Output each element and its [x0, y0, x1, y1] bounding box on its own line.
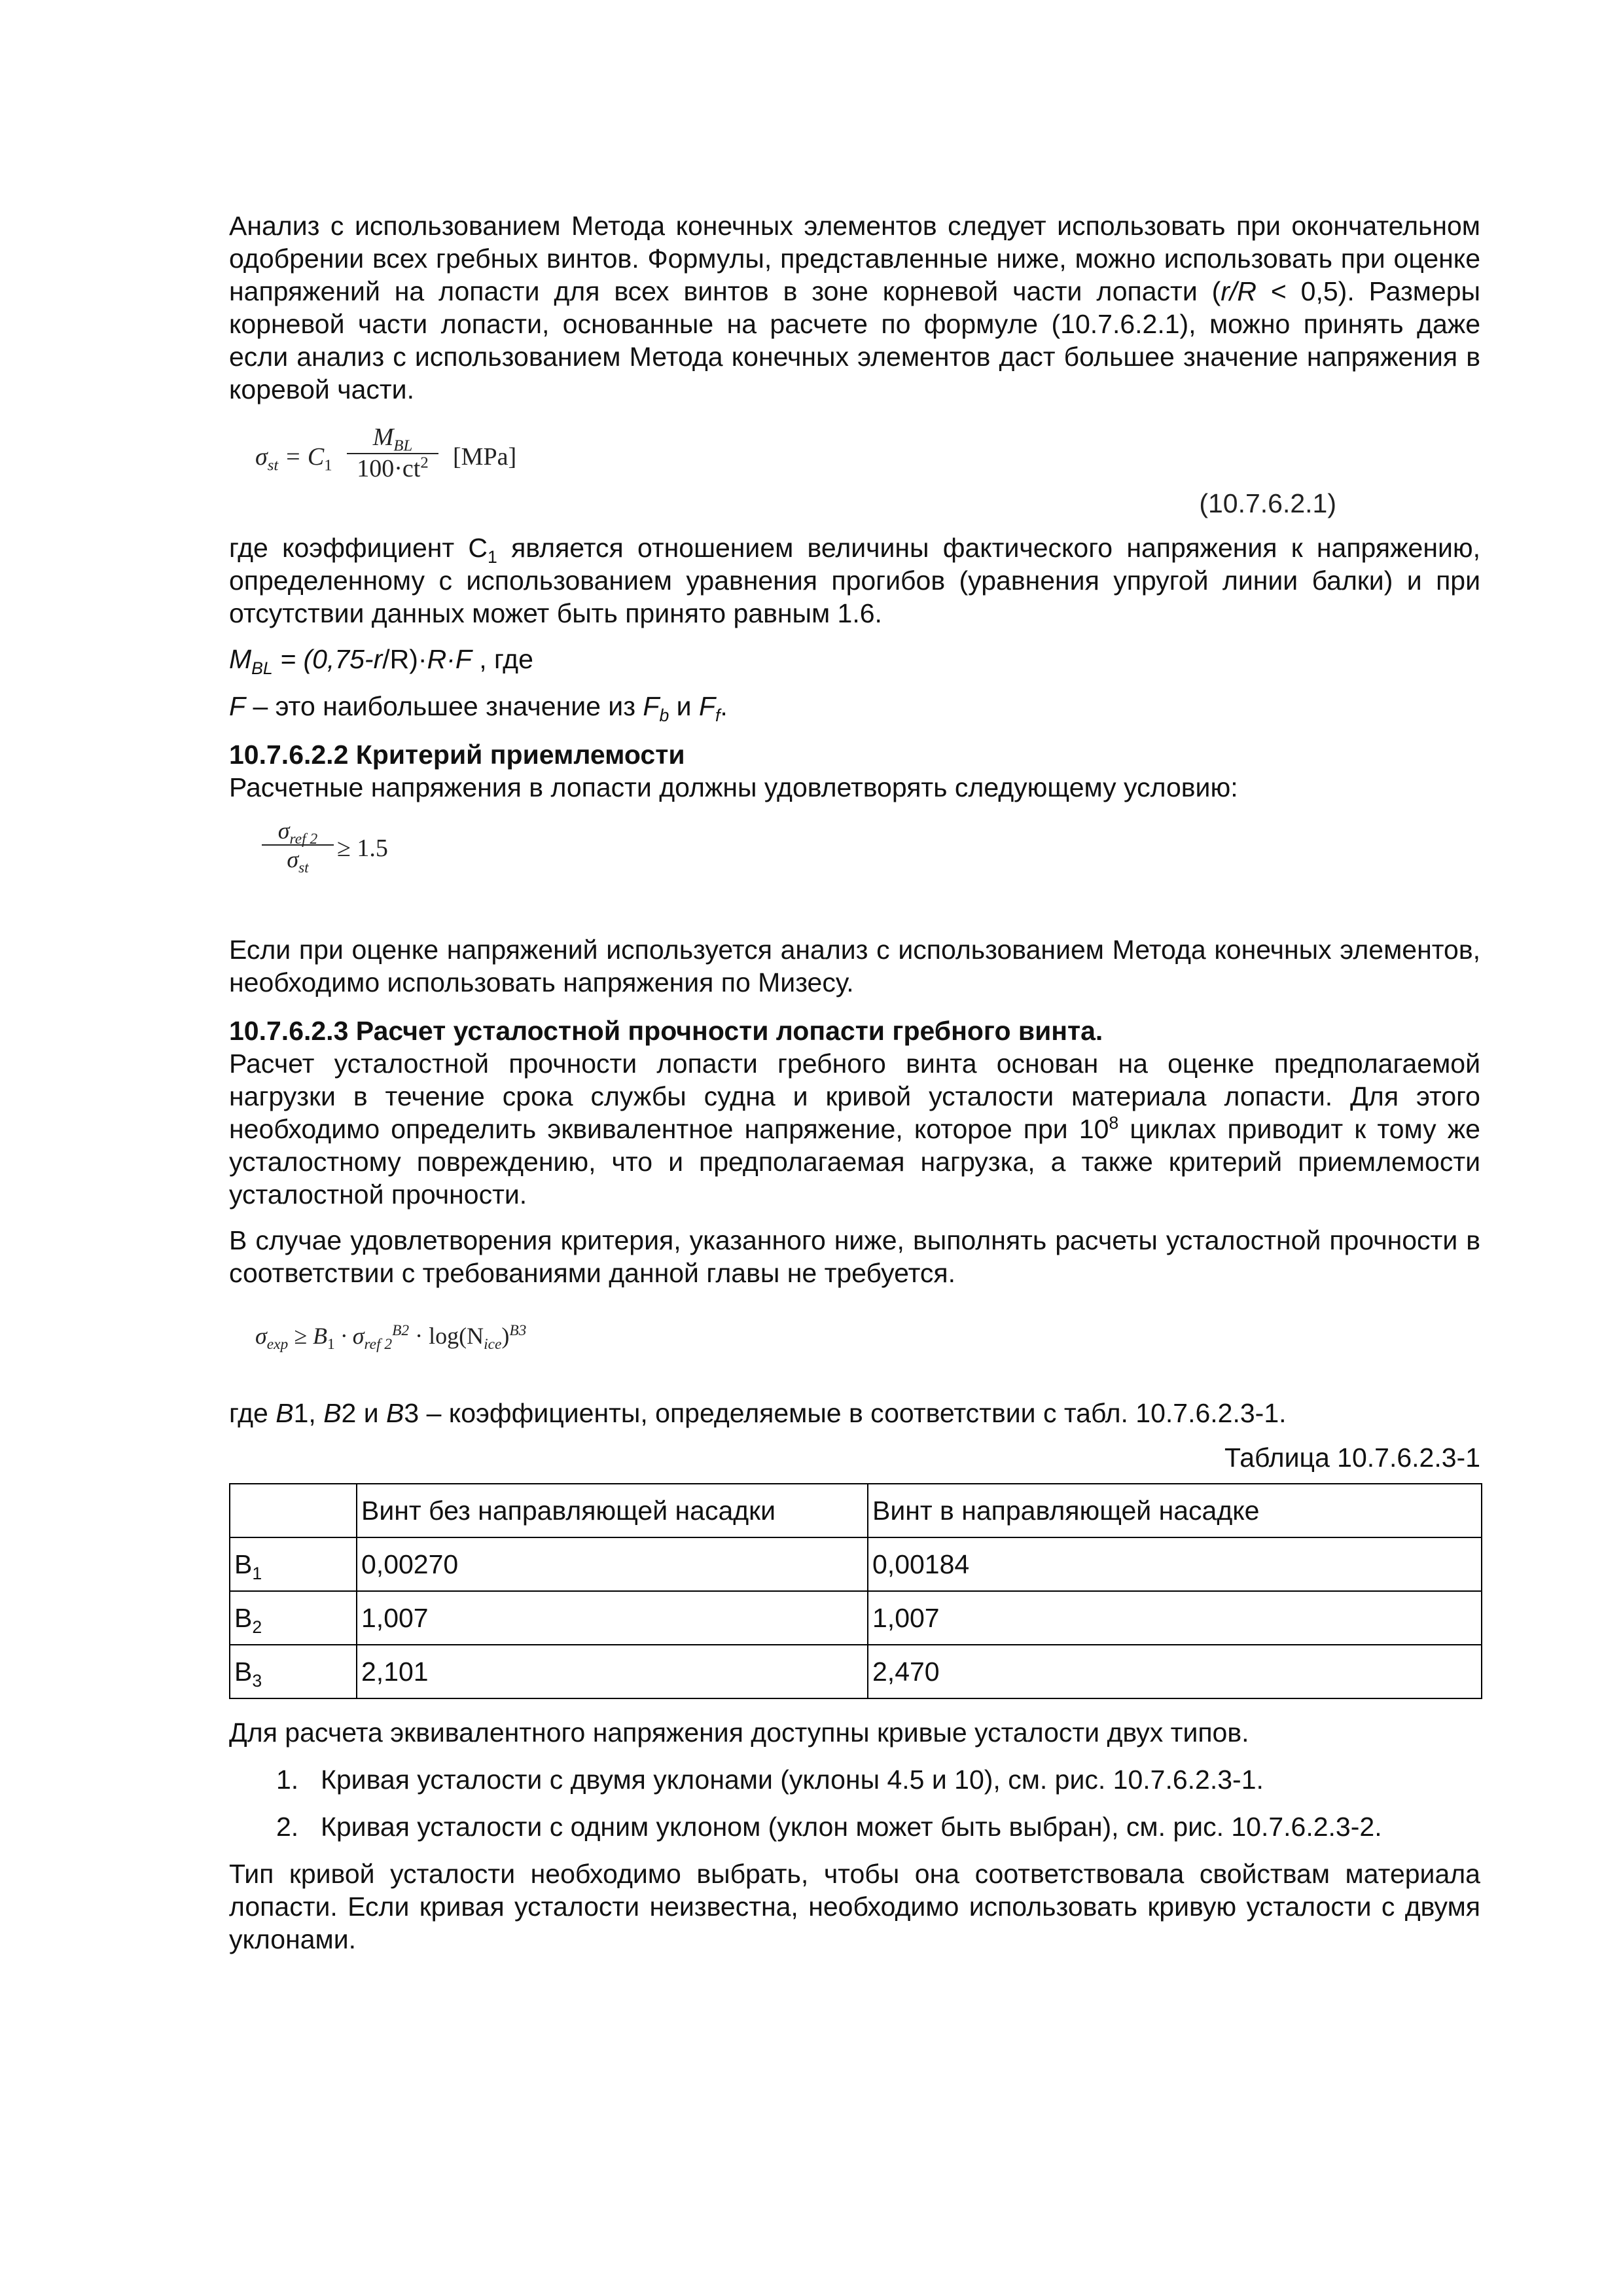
mbl-definition	[229, 643, 1480, 679]
curve-choice-paragraph: Тип кривой усталости необходимо выбрать, чтобы она соответствовала свойствам материала лопасти. Если кривая усталости неизвестна, необходимо использовать кривую усталости с двумя уклонами.	[229, 1859, 1480, 1954]
formula1-num: M	[372, 423, 394, 451]
fc-mid: ≥ B	[288, 1323, 327, 1349]
section-heading-10-7-6-2-3: 10.7.6.2.3 Расчет усталостной прочности лопасти гребного винта.	[229, 1016, 1103, 1046]
formula1-den-sup: 2	[420, 454, 429, 472]
where-b2: B	[323, 1398, 342, 1428]
table-row	[230, 1645, 1482, 1698]
fc-ice: ice	[484, 1336, 502, 1354]
row-label: B	[234, 1602, 253, 1633]
fatigue-criterion-formula	[229, 1309, 1480, 1374]
where-1: 1,	[293, 1398, 324, 1428]
f-var: F	[229, 691, 246, 721]
acc-rhs: ≥ 1.5	[337, 834, 388, 862]
section-heading-10-7-6-2-2: 10.7.6.2.2 Критерий приемлемости	[229, 740, 685, 770]
table-header-cell: Винт в направляющей насадке	[868, 1484, 1482, 1537]
mbl-tail: , где	[471, 644, 533, 674]
fc-b3: B3	[509, 1322, 527, 1339]
table-cell: 1,007	[357, 1591, 868, 1645]
formula1-numerator	[347, 423, 438, 454]
fc-close: )	[501, 1323, 510, 1349]
formula1-number: (10.7.6.2.1)	[1199, 488, 1336, 518]
table-row-label	[230, 1645, 357, 1698]
formula1-denominator	[347, 454, 438, 483]
where-b3: B	[386, 1398, 404, 1428]
f-mid: – это наибольшее значение из	[245, 691, 643, 721]
table-row-label	[230, 1591, 357, 1645]
table-caption: Таблица 10.7.6.2.3-1	[1224, 1443, 1480, 1473]
acc-den: σ	[287, 846, 299, 872]
fc-dot: · σ	[334, 1323, 365, 1349]
intro-text-2: < 0,5). Размеры корневой части лопасти, основанные на расчете по формуле (10.7.6.2.1), можно принять даже если анализ с использованием Метода конечных элементов даст большее значение напряжения в коревой части.	[229, 276, 1481, 404]
row-label-sub: 3	[252, 1670, 262, 1691]
mbl-rf: R·F	[427, 644, 472, 674]
acc-num: σ	[277, 817, 290, 844]
acc-num-sub: ref 2	[289, 831, 318, 848]
list-item-text: Кривая усталости с двумя уклонами (уклоны 4.5 и 10), см. рис. 10.7.6.2.3-1.	[321, 1765, 1264, 1795]
formula1-eq: = C	[278, 443, 325, 471]
table-header-cell: Винт без направляющей насадки	[357, 1484, 868, 1537]
intro-rR: r/R	[1221, 276, 1257, 306]
table-row	[230, 1537, 1482, 1591]
table-cell: 2,101	[357, 1645, 868, 1698]
table-header-cell	[230, 1484, 357, 1537]
table-header-row	[230, 1484, 1482, 1537]
acceptance-denominator	[262, 846, 334, 877]
p2-sub: 1	[488, 547, 497, 567]
formula1-unit: [MPa]	[453, 443, 517, 471]
where-b1: B	[276, 1398, 294, 1428]
table-cell: 0,00270	[357, 1537, 868, 1591]
fatigue-paragraph	[229, 1047, 1480, 1211]
where-2: 2 и	[341, 1398, 387, 1428]
fc-ref: ref 2	[364, 1336, 393, 1354]
criterion-paragraph: В случае удовлетворения критерия, указанного ниже, выполнять расчеты усталостной прочности в соответствии с требованиями данной главы не требуется.	[229, 1225, 1480, 1288]
table-cell: 2,470	[868, 1645, 1482, 1698]
intro-text-1: Анализ с использованием Метода конечных элементов следует использовать при окончательном одобрении всех гребных винтов. Формулы, представленные ниже, можно использовать при оценке напряжений на лопасти для всех винтов в зоне корневой части лопасти (	[229, 211, 1480, 306]
coefficient-c1-paragraph	[229, 531, 1480, 630]
mises-paragraph: Если при оценке напряжений используется анализ с использованием Метода конечных элементов, необходимо использовать напряжения по Мизесу.	[229, 935, 1480, 997]
formula1-num-sub: BL	[393, 437, 413, 455]
mbl-sub: BL	[251, 658, 273, 679]
list-item-text: Кривая усталости с одним уклоном (уклон может быть выбран), см. рис. 10.7.6.2.3-2.	[321, 1812, 1382, 1842]
row-label-sub: 2	[252, 1617, 262, 1637]
fc-b2: B2	[392, 1322, 410, 1339]
table-cell: 0,00184	[868, 1537, 1482, 1591]
f-dot: .	[720, 691, 728, 721]
row-label: B	[234, 1656, 253, 1687]
acceptance-text: Расчетные напряжения в лопасти должны удовлетворять следующему условию:	[229, 772, 1238, 802]
fb-var: F	[643, 691, 660, 721]
row-label: B	[234, 1549, 253, 1579]
f-definition	[229, 690, 1480, 726]
list-item-number: 1.	[276, 1765, 299, 1795]
list-item-number: 2.	[276, 1812, 299, 1842]
intro-paragraph	[229, 209, 1480, 406]
ff-sub: f	[715, 706, 721, 726]
fatigue-text-b: циклах приводит к тому же усталостному повреждению, что и предполагаемая нагрузка, а также критерий приемлемости усталостной прочности.	[229, 1114, 1480, 1210]
p2-text: где коэффициент C	[229, 533, 488, 563]
f-and: и	[669, 691, 699, 721]
fc-log: · log(N	[409, 1323, 484, 1349]
fc-sigma: σ	[255, 1323, 267, 1349]
formula-10-7-6-2-1	[229, 423, 1480, 521]
mbl-eq: = (0,75-	[272, 644, 374, 674]
fc-sigma-sub: exp	[266, 1336, 289, 1354]
formula1-sigma-sub: st	[267, 456, 279, 475]
mbl-mid: /R)·	[382, 644, 427, 674]
list-item	[229, 1810, 1480, 1843]
document-page	[229, 209, 1480, 1956]
coefficients-where	[229, 1397, 1480, 1429]
acceptance-numerator	[262, 817, 334, 846]
coefficients-table	[229, 1483, 1482, 1699]
fatigue-sup: 8	[1109, 1113, 1119, 1133]
formula1-den: 100·ct	[357, 455, 421, 482]
mbl-r: r	[373, 644, 383, 674]
formula1-sigma: σ	[255, 443, 268, 471]
fb-sub: b	[659, 706, 669, 726]
mbl-m: M	[229, 644, 252, 674]
fatigue-text-a: Расчет усталостной прочности лопасти гребного винта основан на оценке предполагаемой нагрузки в течение срока службы судна и кривой усталости материала лопасти. Для этого необходимо определить эквивалентное напряжение, которое при 10	[229, 1049, 1480, 1144]
list-item	[229, 1763, 1480, 1796]
fc-b1: 1	[327, 1336, 335, 1354]
row-label-sub: 1	[252, 1563, 262, 1583]
table-row	[230, 1591, 1482, 1645]
where-3: 3 – коэффициенты, определяемые в соответствии с табл. 10.7.6.2.3-1.	[404, 1398, 1287, 1428]
where-a: где	[229, 1398, 276, 1428]
table-cell: 1,007	[868, 1591, 1482, 1645]
ff-var: F	[698, 691, 716, 721]
p2-rest: является отношением величины фактического напряжения к напряжению, определенному с использованием уравнения прогибов (уравнения упругой линии балки) и при отсутствии данных может быть принято равным 1.6.	[229, 533, 1481, 628]
table-row-label	[230, 1537, 357, 1591]
acceptance-formula	[229, 817, 1480, 895]
curves-intro: Для расчета эквивалентного напряжения доступны кривые усталости двух типов.	[229, 1717, 1249, 1748]
acc-den-sub: st	[298, 859, 309, 877]
formula1-c-sub: 1	[324, 456, 332, 475]
